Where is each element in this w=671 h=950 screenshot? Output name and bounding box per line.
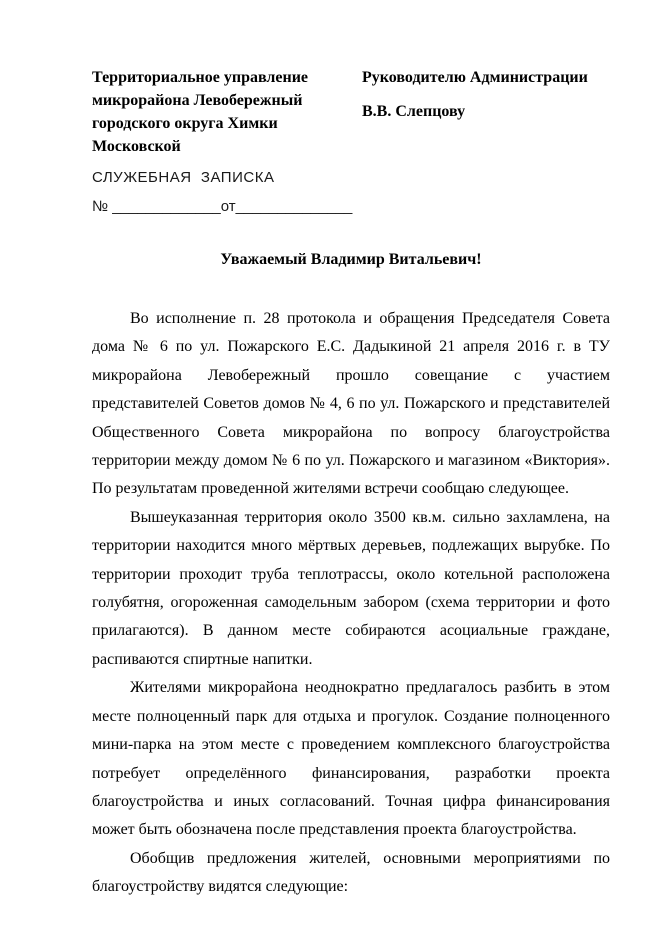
salutation: Уважаемый Владимир Витальевич! [220,251,482,268]
recipient-name: В.В. Слепцову [362,103,466,120]
doc-type-label: СЛУЖЕБНАЯ ЗАПИСКА [92,169,275,186]
body-paragraph: Жителями микрорайона неоднократно предлагалось разбить в этом месте полноценный парк для отдыха и прогулок. Создание полноценного мини-парка на этом месте с проведением комплексного благоустройства потребует определённого финансирования, разработки проекта благоустройства и иных согласований. Точная цифра финансирования может быть обозначена после представления проекта благоустройства. [92,679,610,839]
recipient-title: Руководителю Администрации [362,69,588,86]
sender-line: микрорайона Левобережный [92,92,303,109]
sender-block [92,66,362,158]
memo-header [92,66,610,158]
body-paragraph: Обобщив предложения жителей, основными мероприятиями по благоустройству видятся следующие: [92,849,610,896]
recipient-block [362,66,610,123]
sender-line: городского округа Химки [92,115,278,132]
body-paragraph: Вышеуказанная территория около 3500 кв.м. сильно захламлена, на территории находится много мёртвых деревьев, подлежащих вырубке. По территории проходит труба теплотрассы, около котельной расположена голубятня, огороженная самодельным забором (схема территории и фото прилагаются). В данном месте собираются асоциальные граждане, распиваются спиртные напитки. [92,508,610,668]
body-paragraph: Во исполнение п. 28 протокола и обращения Председателя Совета дома № 6 по ул. Пожарского Е.С. Дадыкиной 21 апреля 2016 г. в ТУ микрорайона Левобережный прошло совещание с участием представителей Советов домов № 4, 6 по ул. Пожарского и представителей Общественного Совета микрорайона по вопросу благоустройства территории между домом № 6 по ул. Пожарского и магазином «Виктория». По результатам проведенной жителями встречи сообщаю следующее. [92,310,610,498]
number-date-line: № _____________от______________ [92,198,353,215]
sender-line: Московской [92,138,181,155]
sender-line: Территориальное управление [92,69,309,86]
memo-body [92,305,610,902]
